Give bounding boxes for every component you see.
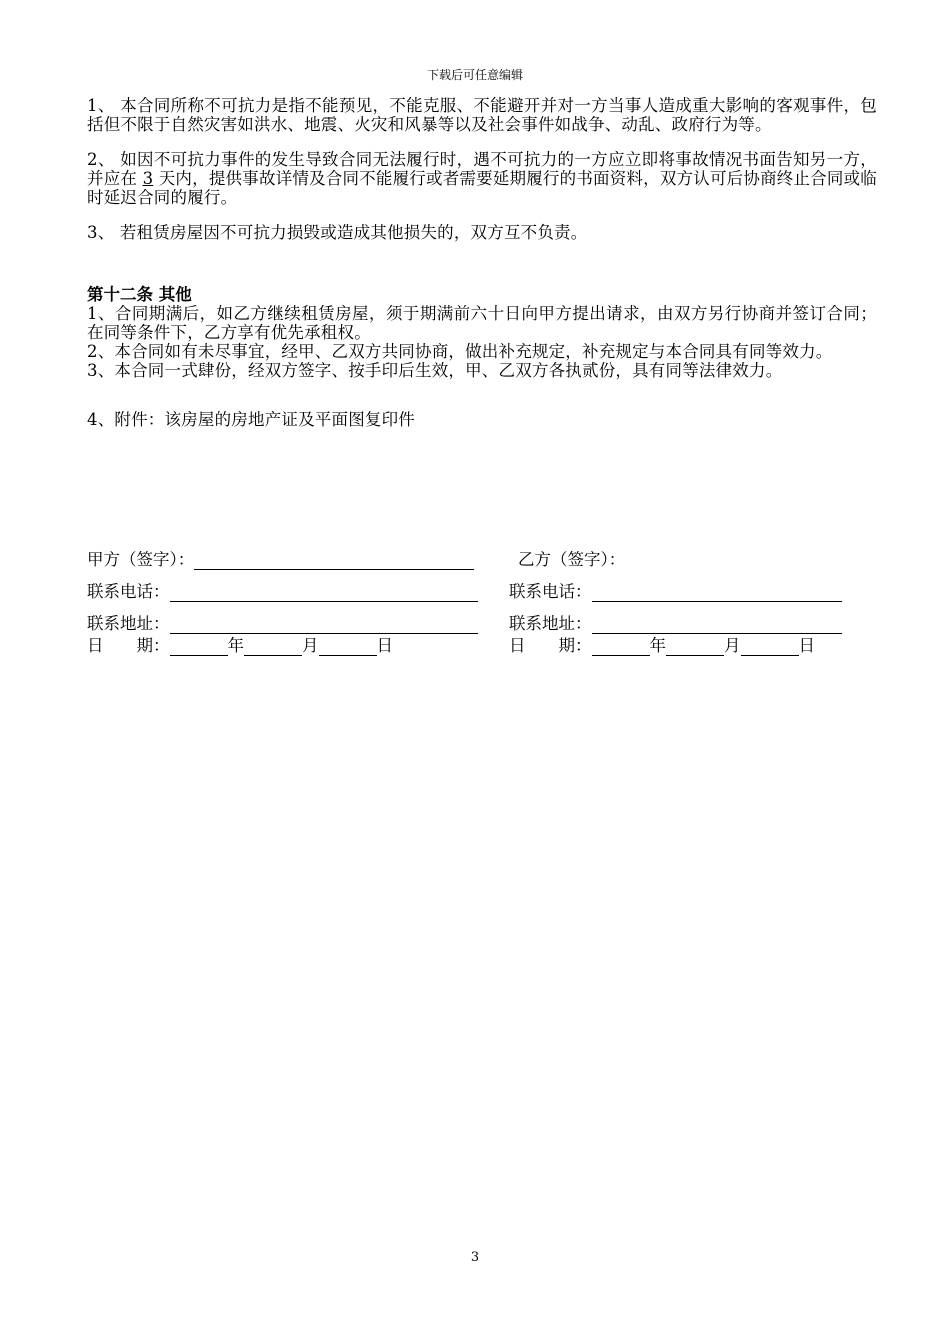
party-a-phone-label: 联系电话： — [87, 582, 170, 601]
party-a-year-blank[interactable] — [170, 641, 228, 656]
party-a-month-blank[interactable] — [244, 641, 302, 656]
party-a-sign-line[interactable] — [194, 555, 474, 570]
page-header: 下载后可任意编辑 — [426, 68, 523, 82]
party-a-address — [87, 610, 478, 634]
party-a-year-label: 年 — [227, 636, 244, 655]
party-b-label: 乙方（签字）： — [518, 550, 626, 569]
party-b-day-blank[interactable] — [741, 641, 799, 656]
attachment-line: 4、附件：该房屋的房地产证及平面图复印件 — [87, 410, 415, 429]
party-b-day-label: 日 — [798, 636, 815, 655]
party-a-date — [87, 632, 393, 656]
force-majeure-item-1: 1、 本合同所称不可抗力是指不能预见，不能克服、不能避开并对一方当事人造成重大影响的客观事件，包括但不限于自然灾害如洪水、地震、火灾和风暴等以及社会事件如战争、动乱、政府行为等。 — [87, 96, 877, 134]
party-a-label: 甲方（签字）： — [87, 550, 195, 569]
party-a-address-label: 联系地址： — [87, 614, 170, 633]
force-majeure-item-3: 3、 若租赁房屋因不可抗力损毁或造成其他损失的，双方互不负责。 — [87, 223, 588, 242]
party-b-sign — [518, 546, 625, 570]
fm2-after: 天内，提供事故详情及合同不能履行或者需要延期履行的书面资料，双方认可后协商终止合同或临时延迟合同的履行。 — [87, 169, 877, 207]
article-12-item-2: 2、本合同如有未尽事宜，经甲、乙双方共同协商，做出补充规定，补充规定与本合同具有同等效力。 — [87, 342, 833, 361]
party-a-day-label: 日 — [376, 636, 393, 655]
document-body — [87, 96, 877, 429]
party-b-date-label: 日 期： — [509, 636, 592, 655]
party-a-day-blank[interactable] — [319, 641, 377, 656]
party-b-month-label: 月 — [724, 636, 741, 655]
party-b-phone-label: 联系电话： — [509, 582, 592, 601]
party-a-sign — [87, 546, 474, 570]
party-b-address-label: 联系地址： — [509, 614, 592, 633]
force-majeure-item-2 — [87, 150, 877, 207]
party-b-date — [509, 632, 815, 656]
party-a-month-label: 月 — [302, 636, 319, 655]
party-b-year-blank[interactable] — [592, 641, 650, 656]
party-b-month-blank[interactable] — [666, 641, 724, 656]
page-number: 3 — [470, 1250, 480, 1265]
article-12-title: 第十二条 其他 — [87, 285, 192, 304]
party-a-phone — [87, 578, 478, 602]
fm2-before: 2、 如因不可抗力事件的发生导致合同无法履行时，遇不可抗力的一方应立即将事故情况书面告知另一方，并应在 — [87, 150, 877, 188]
party-b-year-label: 年 — [649, 636, 666, 655]
fm2-days: 3 — [142, 169, 154, 188]
article-12-item-1: 1、合同期满后，如乙方继续租赁房屋，须于期满前六十日向甲方提出请求，由双方另行协商并签订合同；在同等条件下，乙方享有优先承租权。 — [87, 304, 877, 342]
party-a-date-label: 日 期： — [87, 636, 170, 655]
party-b-address — [509, 610, 842, 634]
party-b-phone-line[interactable] — [592, 587, 842, 602]
party-b-phone — [509, 578, 842, 602]
party-a-phone-line[interactable] — [170, 587, 478, 602]
article-12-item-3: 3、本合同一式肆份，经双方签字、按手印后生效，甲、乙双方各执贰份，具有同等法律效力。 — [87, 361, 783, 380]
